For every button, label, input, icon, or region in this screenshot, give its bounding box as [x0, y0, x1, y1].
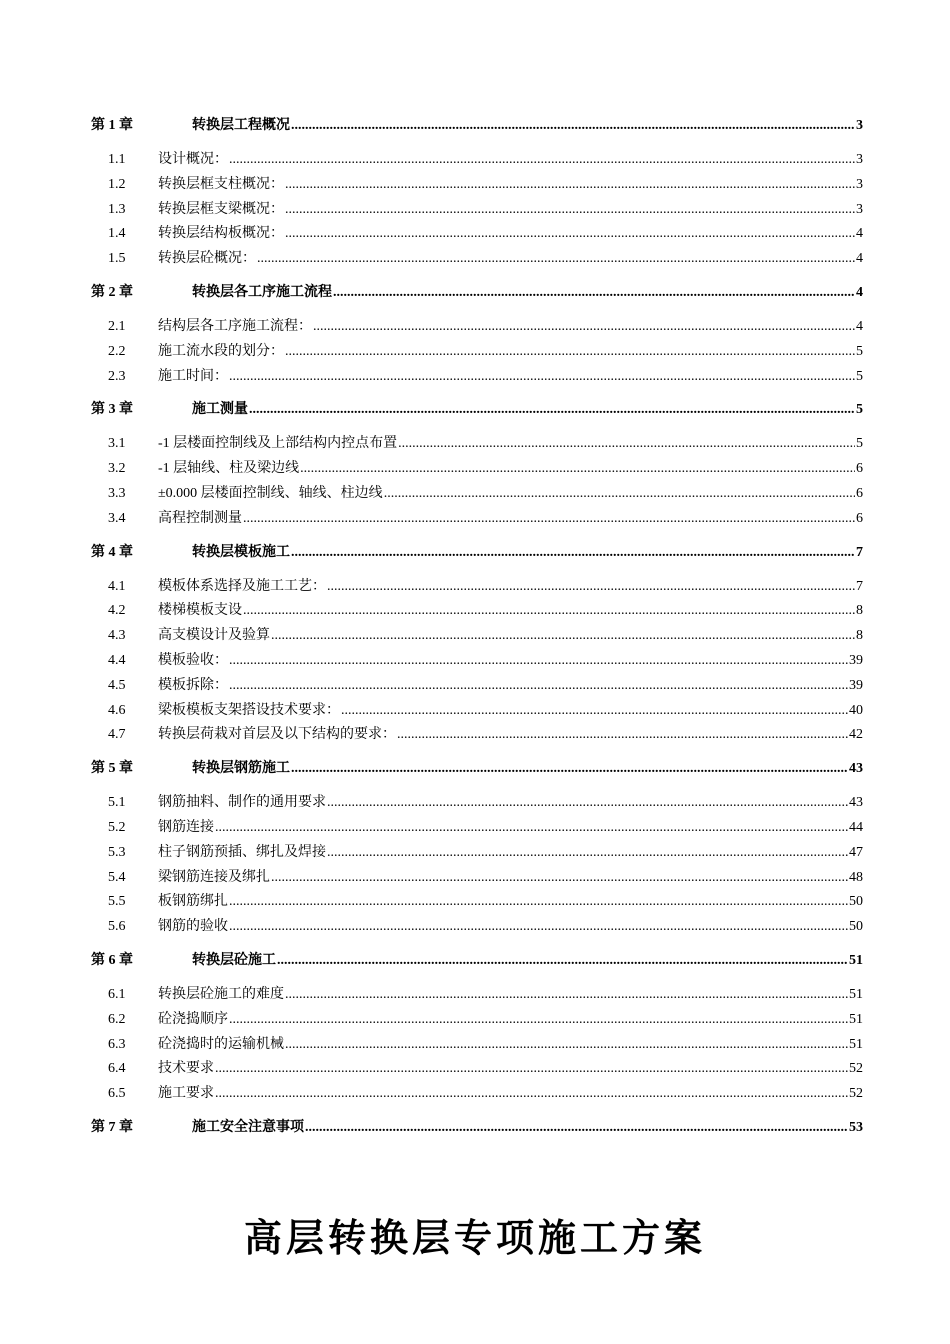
toc-section-entry[interactable] — [91, 198, 863, 223]
entry-title: 施工测量 — [192, 402, 248, 418]
dot-leader — [249, 402, 855, 418]
dot-leader — [243, 511, 855, 527]
entry-page-number: 5 — [856, 343, 863, 359]
entry-title: 转换层结构板概况： — [158, 226, 284, 242]
entry-number: 第 6 章 — [91, 952, 133, 968]
dot-leader — [215, 820, 848, 836]
entry-title: 施工安全注意事项 — [192, 1119, 304, 1135]
table-of-contents — [91, 114, 863, 1150]
toc-section-entry[interactable] — [91, 649, 863, 674]
dot-leader — [291, 118, 855, 134]
entry-number: 第 7 章 — [91, 1119, 133, 1135]
toc-section-entry[interactable] — [91, 575, 863, 600]
dot-leader — [215, 1086, 848, 1102]
entry-title: 柱子钢筋预插、绑扎及焊接 — [158, 844, 326, 860]
entry-number: 4.6 — [108, 702, 126, 718]
entry-page-number: 4 — [856, 284, 863, 300]
dot-leader — [285, 202, 855, 218]
toc-section-entry[interactable] — [91, 482, 863, 507]
toc-section-entry[interactable] — [91, 340, 863, 365]
entry-title: 施工流水段的划分： — [158, 343, 284, 359]
entry-title: ±0.000 层楼面控制线、轴线、柱边线 — [158, 485, 383, 501]
toc-section-entry[interactable] — [91, 866, 863, 891]
toc-section-entry[interactable] — [91, 365, 863, 390]
dot-leader — [277, 953, 848, 969]
toc-chapter-entry[interactable] — [91, 1116, 863, 1141]
toc-section-entry[interactable] — [91, 599, 863, 624]
entry-page-number: 50 — [849, 919, 863, 935]
entry-page-number: 42 — [849, 727, 863, 743]
entry-number: 5.5 — [108, 894, 126, 910]
dot-leader — [285, 177, 855, 193]
entry-number: 6.3 — [108, 1036, 126, 1052]
entry-number: 2.1 — [108, 318, 126, 334]
entry-title: -1 层轴线、柱及梁边线 — [158, 461, 300, 477]
entry-number: 3.2 — [108, 461, 126, 477]
dot-leader — [300, 461, 855, 477]
toc-chapter-entry[interactable] — [91, 757, 863, 782]
entry-page-number: 51 — [849, 1036, 863, 1052]
entry-page-number: 52 — [849, 1086, 863, 1102]
entry-page-number: 51 — [849, 1011, 863, 1027]
entry-title: 施工时间： — [158, 368, 228, 384]
entry-title: 转换层框支柱概况： — [158, 176, 284, 192]
dot-leader — [271, 628, 855, 644]
entry-number: 1.2 — [108, 176, 126, 192]
dot-leader — [229, 653, 848, 669]
entry-number: 5.3 — [108, 844, 126, 860]
dot-leader — [229, 152, 855, 168]
entry-title: 钢筋抽料、制作的通用要求 — [158, 795, 326, 811]
entry-page-number: 7 — [856, 578, 863, 594]
dot-leader — [285, 226, 855, 242]
dot-leader — [229, 919, 848, 935]
entry-title: 砼浇捣顺序 — [158, 1011, 228, 1027]
toc-section-entry[interactable] — [91, 699, 863, 724]
entry-title: 转换层砼概况： — [158, 251, 256, 267]
entry-page-number: 39 — [849, 677, 863, 693]
entry-page-number: 8 — [856, 628, 863, 644]
entry-title: 转换层模板施工 — [192, 544, 290, 560]
entry-title: 转换层框支梁概况： — [158, 201, 284, 217]
entry-number: 2.3 — [108, 368, 126, 384]
entry-number: 1.4 — [108, 226, 126, 242]
entry-title: 梁钢筋连接及绑扎 — [158, 869, 270, 885]
toc-section-entry[interactable] — [91, 173, 863, 198]
entry-page-number: 43 — [849, 795, 863, 811]
entry-title: 模板体系选择及施工工艺： — [158, 578, 326, 594]
entry-page-number: 48 — [849, 869, 863, 885]
entry-number: 第 1 章 — [91, 118, 133, 133]
entry-number: 5.6 — [108, 919, 126, 935]
dot-leader — [229, 1012, 848, 1028]
entry-page-number: 51 — [849, 952, 863, 968]
entry-number: 第 5 章 — [91, 761, 133, 777]
entry-number: 4.1 — [108, 578, 126, 594]
entry-title: 模板拆除： — [158, 677, 228, 693]
entry-title: 钢筋的验收 — [158, 919, 228, 935]
toc-section-entry[interactable] — [91, 915, 863, 940]
dot-leader — [229, 369, 855, 385]
entry-number: 6.1 — [108, 986, 126, 1002]
entry-page-number: 47 — [849, 844, 863, 860]
dot-leader — [397, 727, 848, 743]
entry-page-number: 3 — [856, 118, 863, 133]
entry-page-number: 50 — [849, 894, 863, 910]
entry-title: 设计概况： — [158, 152, 228, 167]
dot-leader — [285, 987, 848, 1003]
dot-leader — [327, 845, 848, 861]
entry-number: 2.2 — [108, 343, 126, 359]
entry-number: 1.1 — [108, 152, 126, 167]
toc-section-entry[interactable] — [91, 1008, 863, 1033]
toc-section-entry[interactable] — [91, 432, 863, 457]
toc-section-entry[interactable] — [91, 624, 863, 649]
toc-section-entry[interactable] — [91, 1057, 863, 1082]
entry-page-number: 3 — [856, 152, 863, 167]
toc-section-entry[interactable] — [91, 723, 863, 748]
dot-leader — [384, 486, 855, 502]
entry-page-number: 4 — [856, 318, 863, 334]
dot-leader — [327, 579, 855, 595]
dot-leader — [333, 285, 855, 301]
entry-title: 高程控制测量 — [158, 510, 242, 526]
entry-number: 3.1 — [108, 436, 126, 452]
entry-page-number: 51 — [849, 986, 863, 1002]
entry-number: 第 4 章 — [91, 544, 133, 560]
toc-section-entry[interactable] — [91, 890, 863, 915]
entry-page-number: 4 — [856, 251, 863, 267]
dot-leader — [271, 870, 848, 886]
entry-number: 6.5 — [108, 1086, 126, 1102]
entry-title: 砼浇捣时的运输机械 — [158, 1036, 284, 1052]
dot-leader — [229, 894, 848, 910]
entry-number: 4.2 — [108, 603, 126, 619]
toc-section-entry[interactable] — [91, 315, 863, 340]
entry-page-number: 3 — [856, 201, 863, 217]
entry-number: 3.4 — [108, 510, 126, 526]
entry-page-number: 40 — [849, 702, 863, 718]
document-title: 高层转换层专项施工方案 — [243, 1215, 706, 1260]
toc-section-entry[interactable] — [91, 1082, 863, 1107]
toc-section-entry[interactable] — [91, 983, 863, 1008]
entry-page-number: 7 — [856, 544, 863, 560]
entry-number: 1.5 — [108, 251, 126, 267]
toc-section-entry[interactable] — [91, 148, 863, 173]
dot-leader — [291, 761, 848, 777]
toc-section-entry[interactable] — [91, 791, 863, 816]
entry-title: 结构层各工序施工流程： — [158, 318, 312, 334]
entry-page-number: 43 — [849, 761, 863, 777]
entry-page-number: 6 — [856, 510, 863, 526]
dot-leader — [285, 344, 855, 360]
dot-leader — [285, 1037, 848, 1053]
toc-chapter-entry[interactable] — [91, 949, 863, 974]
entry-title: 钢筋连接 — [158, 819, 214, 835]
dot-leader — [291, 545, 855, 561]
dot-leader — [215, 1061, 848, 1077]
dot-leader — [398, 436, 855, 452]
entry-number: 第 3 章 — [91, 402, 133, 418]
entry-page-number: 44 — [849, 819, 863, 835]
entry-number: 4.7 — [108, 727, 126, 743]
entry-page-number: 53 — [849, 1119, 863, 1135]
toc-chapter-entry[interactable] — [91, 541, 863, 566]
dot-leader — [305, 1120, 848, 1136]
entry-number: 第 2 章 — [91, 284, 133, 300]
entry-number: 6.2 — [108, 1011, 126, 1027]
entry-title: 施工要求 — [158, 1086, 214, 1102]
dot-leader — [327, 795, 848, 811]
entry-page-number: 8 — [856, 603, 863, 619]
entry-title: -1 层楼面控制线及上部结构内控点布置 — [158, 436, 398, 452]
toc-section-entry[interactable] — [91, 1033, 863, 1058]
toc-section-entry[interactable] — [91, 222, 863, 247]
entry-title: 转换层工程概况 — [192, 118, 290, 133]
entry-number: 5.2 — [108, 819, 126, 835]
dot-leader — [257, 251, 855, 267]
entry-number: 5.1 — [108, 795, 126, 811]
entry-title: 转换层钢筋施工 — [192, 761, 290, 777]
entry-title: 楼梯模板支设 — [158, 603, 242, 619]
entry-page-number: 5 — [856, 368, 863, 384]
toc-chapter-entry[interactable] — [91, 281, 863, 306]
entry-title: 转换层荷栽对首层及以下结构的要求： — [158, 727, 396, 743]
toc-section-entry[interactable] — [91, 841, 863, 866]
entry-title: 转换层各工序施工流程 — [192, 284, 332, 300]
entry-title: 梁板模板支架搭设技术要求： — [158, 702, 340, 718]
toc-section-entry[interactable] — [91, 247, 863, 272]
entry-number: 3.3 — [108, 485, 126, 501]
toc-chapter-entry[interactable] — [91, 398, 863, 423]
toc-section-entry[interactable] — [91, 507, 863, 532]
entry-title: 高支模设计及验算 — [158, 628, 270, 644]
entry-page-number: 3 — [856, 176, 863, 192]
toc-section-entry[interactable] — [91, 816, 863, 841]
entry-title: 转换层砼施工的难度 — [158, 986, 284, 1002]
toc-chapter-entry[interactable] — [91, 114, 863, 139]
entry-title: 转换层砼施工 — [192, 952, 276, 968]
entry-title: 模板验收： — [158, 652, 228, 668]
entry-page-number: 6 — [856, 461, 863, 477]
entry-number: 1.3 — [108, 201, 126, 217]
entry-title: 技术要求 — [158, 1061, 214, 1077]
entry-page-number: 39 — [849, 652, 863, 668]
entry-page-number: 6 — [856, 485, 863, 501]
dot-leader — [313, 319, 855, 335]
entry-page-number: 5 — [856, 402, 863, 418]
entry-number: 4.5 — [108, 677, 126, 693]
dot-leader — [341, 703, 848, 719]
entry-number: 4.3 — [108, 628, 126, 644]
entry-number: 5.4 — [108, 869, 126, 885]
entry-number: 4.4 — [108, 652, 126, 668]
entry-page-number: 52 — [849, 1061, 863, 1077]
toc-section-entry[interactable] — [91, 674, 863, 699]
dot-leader — [243, 603, 855, 619]
dot-leader — [229, 678, 848, 694]
entry-title: 板钢筋绑扎 — [158, 894, 228, 910]
toc-section-entry[interactable] — [91, 457, 863, 482]
entry-page-number: 4 — [856, 226, 863, 242]
entry-number: 6.4 — [108, 1061, 126, 1077]
entry-page-number: 5 — [856, 436, 863, 452]
